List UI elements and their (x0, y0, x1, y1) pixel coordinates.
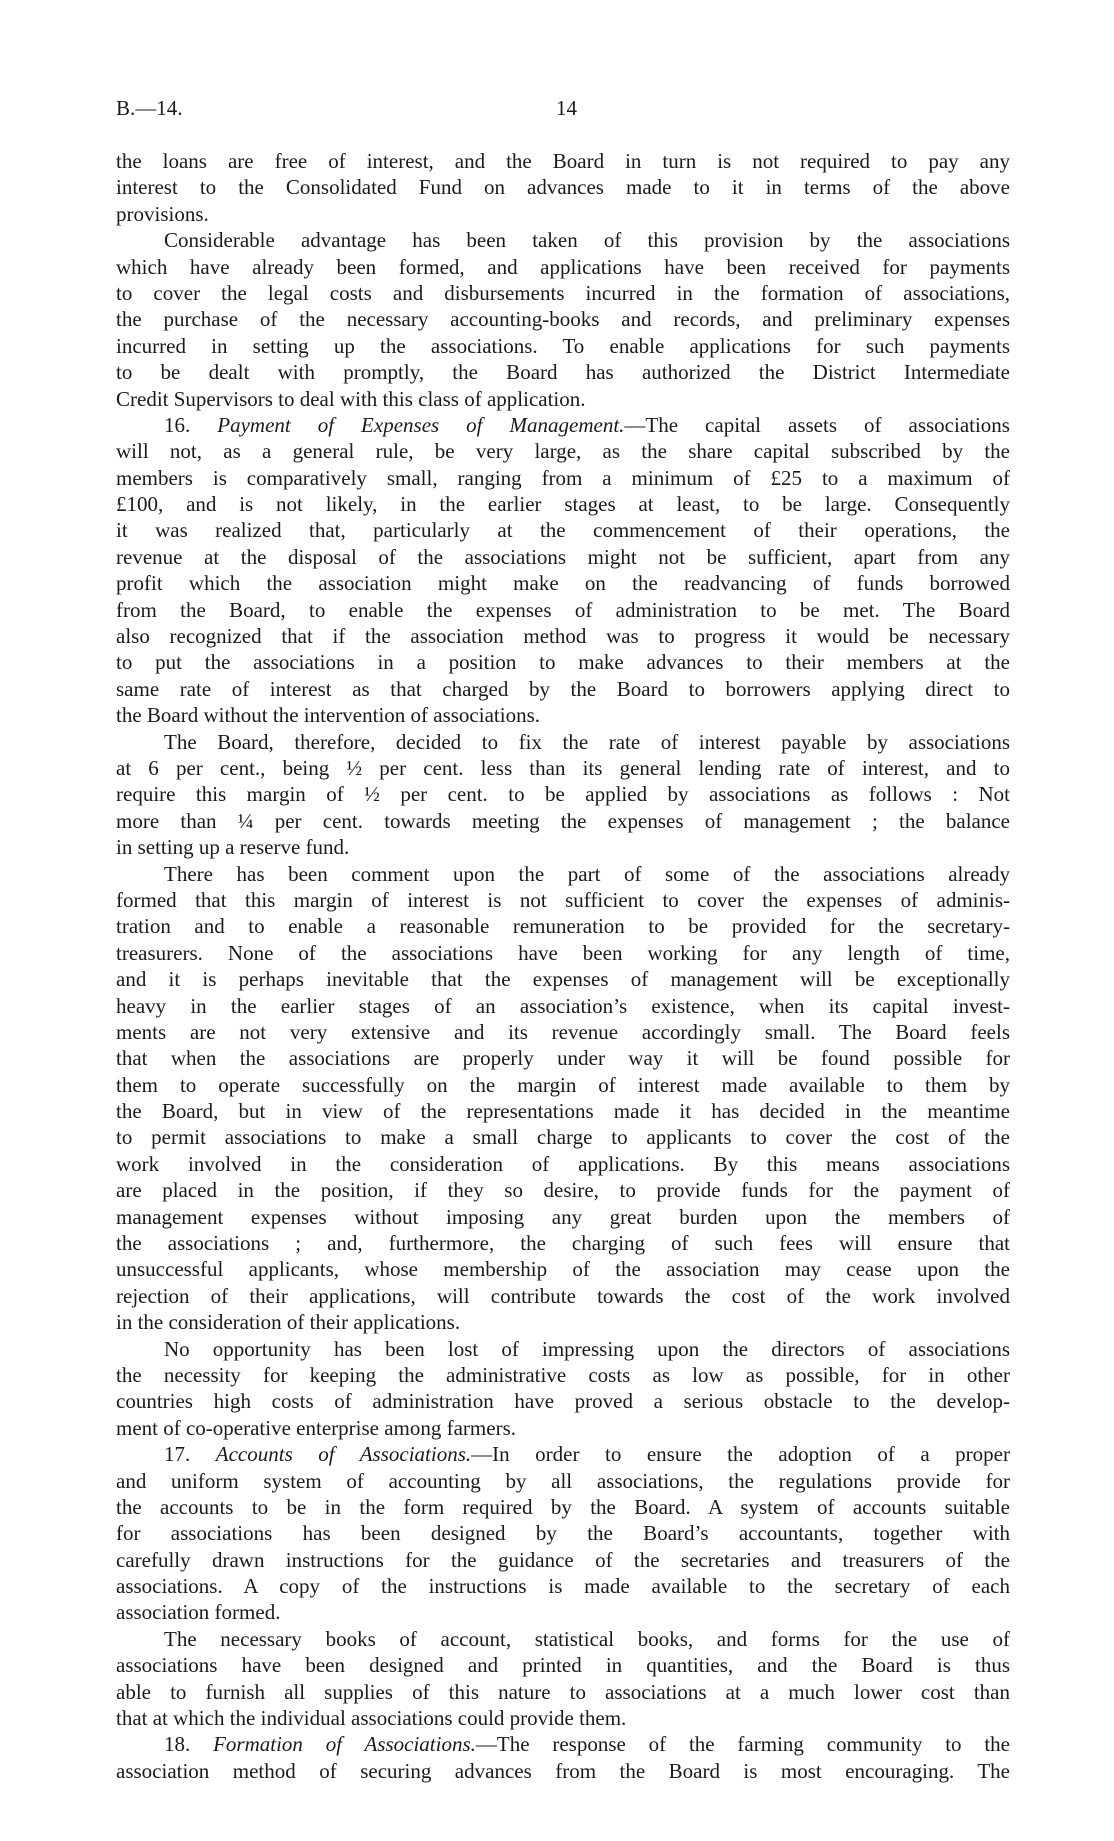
text-line: able to furnish all supplies of this nature to associations at a much lower cost than (116, 1679, 1010, 1704)
page-number: 14 (556, 96, 577, 120)
text-line: Considerable advantage has been taken of this provision by the associations (164, 228, 1010, 253)
text-line: at 6 per cent., being ½ per cent. less than its general lending rate of interest, and to (116, 755, 1010, 780)
text-line: Credit Supervisors to deal with this class of application. (116, 386, 586, 411)
text-line: the loans are free of interest, and the Board in turn is not required to pay any (116, 149, 1010, 173)
text-line: revenue at the disposal of the associations might not be sufficient, apart from any (116, 544, 1010, 569)
text-line (116, 1441, 1010, 1467)
document-body (116, 148, 1010, 1784)
text-line: incurred in setting up the associations. To enable applications for such payments (116, 333, 1010, 358)
text-line: more than ¼ per cent. towards meeting the expenses of management ; the balance (116, 808, 1010, 833)
text-line: unsuccessful applicants, whose membership of the association may cease upon the (116, 1257, 1010, 1282)
text-line: the Board without the intervention of associations. (116, 703, 540, 728)
text-line: treasurers. None of the associations have been working for any length of time, (116, 940, 1010, 965)
document-reference: B.—14. (116, 96, 183, 120)
paragraph (116, 412, 1010, 729)
text-line: £100, and is not likely, in the earlier stages at least, to be large. Consequently (116, 492, 1010, 517)
text-line: countries high costs of administration have proved a serious obstacle to the develop- (116, 1389, 1010, 1414)
text-line: associations. A copy of the instructions is made available to the secretary of each (116, 1574, 1010, 1599)
text-line: that at which the individual associations could provide them. (116, 1706, 627, 1731)
text-line: the associations ; and, furthermore, the charging of such fees will ensure that (116, 1231, 1010, 1256)
text-line: it was realized that, particularly at the commencement of their operations, the (116, 518, 1010, 543)
paragraph (116, 1441, 1010, 1626)
text-line: same rate of interest as that charged by the Board to borrowers applying direct to (116, 676, 1010, 701)
text-line: tration and to enable a reasonable remuneration to be provided for the secretary- (116, 914, 1010, 939)
section-heading: Formation of Associations. (213, 1732, 476, 1757)
text-line: management expenses without imposing any great burden upon the members of (116, 1204, 1010, 1229)
text-line: profit which the association might make on the readvancing of funds borrowed (116, 571, 1010, 596)
text-line: The Board, therefore, decided to fix the rate of interest payable by associations (164, 729, 1010, 754)
text-line: work involved in the consideration of applications. By this means associations (116, 1151, 1010, 1176)
paragraph (116, 1626, 1010, 1732)
text-line: the necessity for keeping the administrative costs as low as possible, for in other (116, 1362, 1010, 1387)
text-line: which have already been formed, and applications have been received for payments (116, 254, 1010, 279)
text-line: ments are not very extensive and its revenue accordingly small. The Board feels (116, 1019, 1010, 1044)
text-line: are placed in the position, if they so desire, to provide funds for the payment of (116, 1178, 1010, 1203)
text-line: and it is perhaps inevitable that the expenses of management will be exceptionally (116, 967, 1010, 992)
paragraph (116, 729, 1010, 861)
text-line: also recognized that if the association method was to progress it would be necessary (116, 624, 1010, 649)
text-line: associations have been designed and printed in quantities, and the Board is thus (116, 1653, 1010, 1678)
text-line: No opportunity has been lost of impressing upon the directors of associations (164, 1336, 1010, 1361)
text-line: the purchase of the necessary accounting-books and records, and preliminary expenses (116, 307, 1010, 332)
text-line (116, 1731, 1010, 1757)
text-line (116, 412, 1010, 438)
text-line: to put the associations in a position to make advances to their members at the (116, 650, 1010, 675)
text-line: heavy in the earlier stages of an association’s existence, when its capital invest- (116, 993, 1010, 1018)
paragraph (116, 861, 1010, 1336)
text-line: members is comparatively small, ranging from a minimum of £25 to a maximum of (116, 465, 1010, 490)
text-line: ment of co-operative enterprise among farmers. (116, 1415, 516, 1440)
text-line: interest to the Consolidated Fund on advances made to it in terms of the above (116, 175, 1010, 200)
text-segment: —The response of the farming community to the (475, 1732, 1010, 1757)
text-line: from the Board, to enable the expenses of administration to be met. The Board (116, 597, 1010, 622)
section-heading: Accounts of Associations. (215, 1442, 472, 1467)
text-line: for associations has been designed by the Board’s accountants, together with (116, 1521, 1010, 1546)
text-segment: —The capital assets of associations (624, 412, 1010, 437)
text-line: the Board, but in view of the representations made it has decided in the meantime (116, 1099, 1010, 1124)
text-line: association formed. (116, 1600, 281, 1625)
paragraph (116, 1336, 1010, 1442)
text-line: to be dealt with promptly, the Board has authorized the District Intermediate (116, 360, 1010, 385)
text-line: in the consideration of their applications. (116, 1310, 461, 1335)
text-line: and uniform system of accounting by all associations, the regulations provide for (116, 1468, 1010, 1493)
text-line: to cover the legal costs and disbursements incurred in the formation of associations, (116, 280, 1010, 305)
text-line: provisions. (116, 201, 209, 226)
text-line: carefully drawn instructions for the guidance of the secretaries and treasurers of the (116, 1547, 1010, 1572)
paragraph (116, 148, 1010, 227)
text-line: formed that this margin of interest is not sufficient to cover the expenses of adminis- (116, 887, 1010, 912)
text-segment: 17. (164, 1442, 216, 1467)
text-segment: 18. (164, 1732, 214, 1757)
paragraph (116, 1731, 1010, 1784)
paragraph (116, 227, 1010, 412)
text-line: rejection of their applications, will contribute towards the cost of the work involved (116, 1283, 1010, 1308)
text-line: association method of securing advances from the Board is most encouraging. The (116, 1758, 1010, 1783)
text-segment: 16. (164, 412, 218, 437)
text-line: that when the associations are properly under way it will be found possible for (116, 1046, 1010, 1071)
text-line: The necessary books of account, statistical books, and forms for the use of (164, 1626, 1010, 1651)
text-line: will not, as a general rule, be very large, as the share capital subscribed by the (116, 439, 1010, 464)
section-heading: Payment of Expenses of Management. (217, 412, 625, 437)
text-line: the accounts to be in the form required by the Board. A system of accounts suitable (116, 1494, 1010, 1519)
text-segment: —In order to ensure the adoption of a proper (471, 1442, 1010, 1467)
text-line: to permit associations to make a small charge to applicants to cover the cost of the (116, 1125, 1010, 1150)
text-line: There has been comment upon the part of some of the associations already (164, 861, 1010, 886)
text-line: require this margin of ½ per cent. to be applied by associations as follows : Not (116, 782, 1010, 807)
text-line: them to operate successfully on the margin of interest made available to them by (116, 1072, 1010, 1097)
text-line: in setting up a reserve fund. (116, 835, 350, 860)
